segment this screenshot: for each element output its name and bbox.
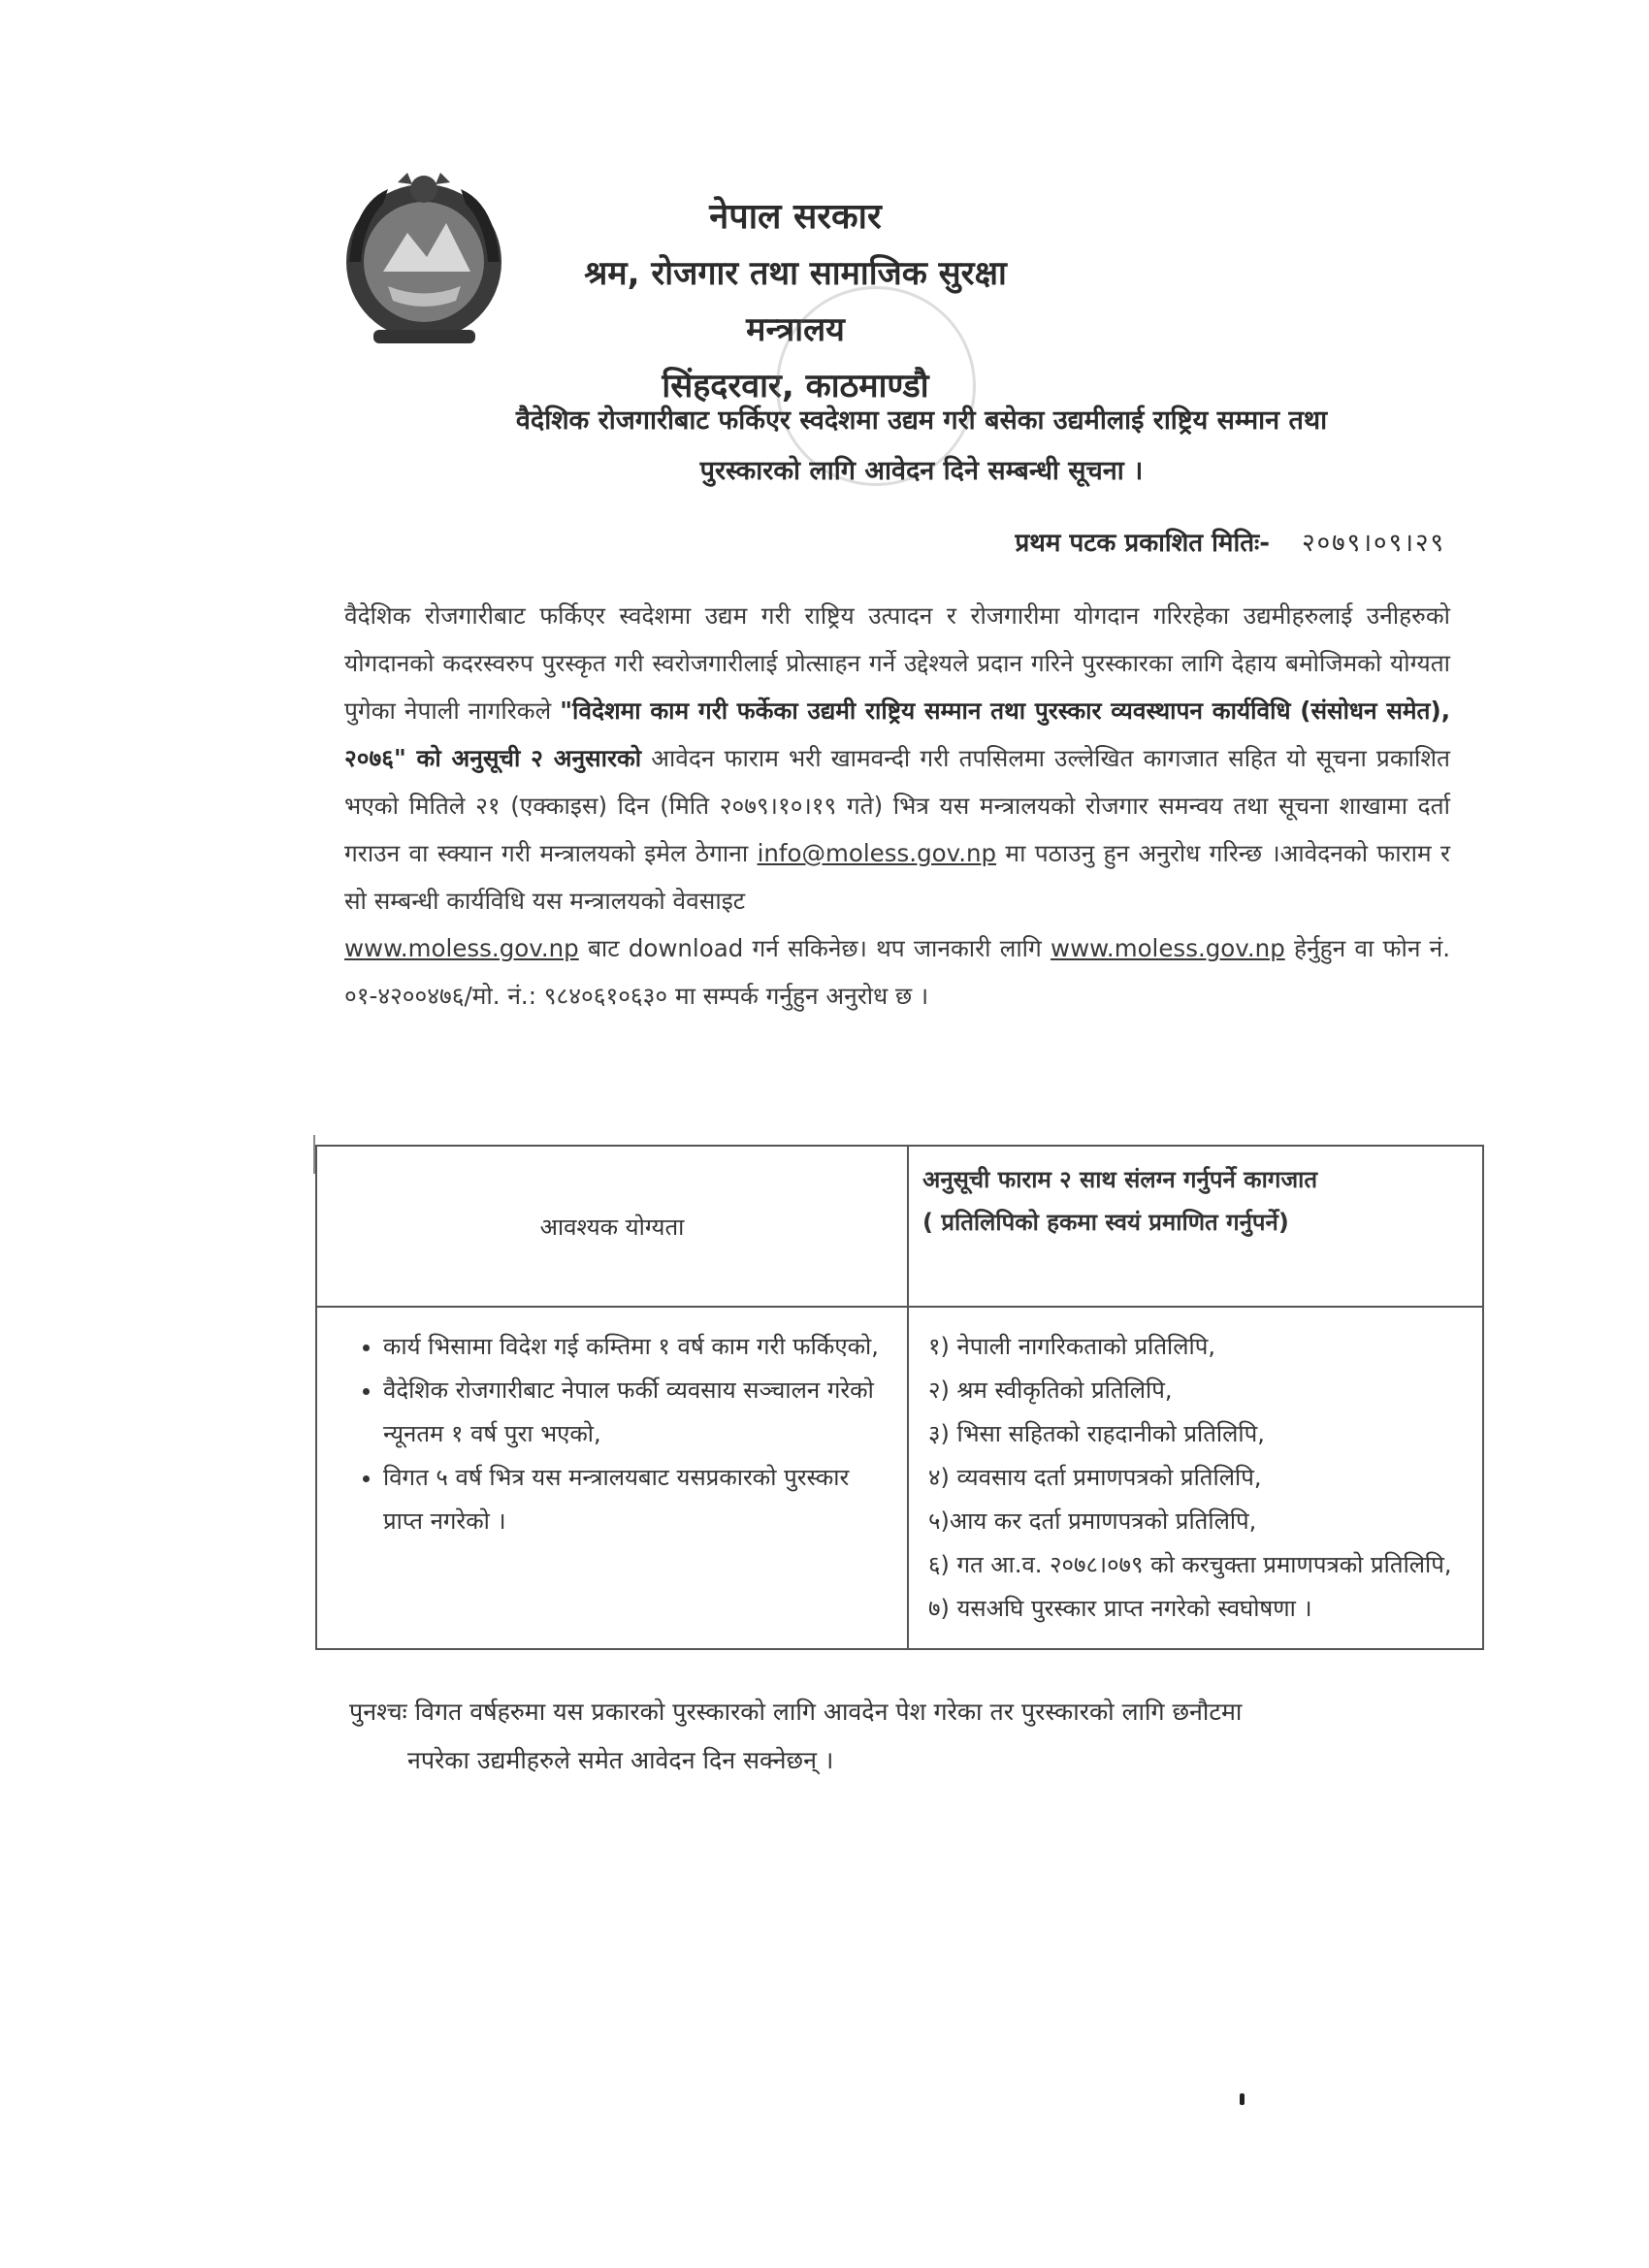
subject-line-1: वैदेशिक रोजगारीबाट फर्किएर स्वदेशमा उद्यम गरी बसेका उद्यमीलाई राष्ट्रिय सम्मान तथा <box>515 405 1328 436</box>
publication-date <box>902 524 1445 559</box>
document-item: ३) भिसा सहितको राहदानीको प्रतिलिपि, <box>928 1420 1265 1447</box>
body-part-2: आवेदन फाराम भरी खामवन्दी गरी तपसिलमा उल्लेखित कागजात सहित यो सूचना प्रकाशित भएको मितिले २१ (एक्काइस) दिन (मिति २०७९।१०।१९ गते) भित्र यस मन्त्रालयको रोजगार समन्वय तथा सूचना शाखामा दर्ता गराउन वा स्क्यान गरी मन्त्रालयको इमेल ठेगाना <box>344 744 1450 867</box>
documents-header <box>908 1146 1483 1307</box>
website-link-1[interactable]: www.moless.gov.np <box>344 934 579 962</box>
document-item: ५)आय कर दर्ता प्रमाणपत्रको प्रतिलिपि, <box>928 1507 1257 1535</box>
publication-date-label: प्रथम पटक प्रकाशित मितिः- <box>1015 529 1271 558</box>
document-item: २) श्रम स्वीकृतिको प्रतिलिपि, <box>928 1377 1173 1404</box>
note-line-2: नपरेका उद्यमीहरुले समेत आवेदन दिन सक्नेछन् । <box>407 1746 834 1774</box>
publication-date-value: २०७९।०९।२९ <box>1302 529 1445 558</box>
body-part-3: मा पठाउनु हुन अनुरोध गरिन्छ ।आवेदनको फाराम र सो सम्बन्धी कार्यविधि यस मन्त्रालयको वेवसाइट <box>344 839 1450 915</box>
documents-cell <box>908 1307 1483 1649</box>
table-header-row <box>316 1146 1483 1307</box>
eligibility-cell <box>316 1307 908 1649</box>
requirements-table <box>315 1145 1484 1650</box>
scan-speck <box>1240 2093 1245 2105</box>
eligibility-item: • वैदेशिक रोजगारीबाट नेपाल फर्की व्यवसाय सञ्चालन गरेको न्यूनतम १ वर्ष पुरा भएको, <box>383 1369 891 1456</box>
document-item: ७) यसअघि पुरस्कार प्राप्त नगरेको स्वघोषणा । <box>928 1595 1312 1622</box>
eligibility-list <box>333 1325 891 1543</box>
website-link-2[interactable]: www.moless.gov.np <box>1051 934 1285 962</box>
nepal-emblem-icon <box>330 165 519 349</box>
procedure-title: "विदेशमा काम गरी फर्केका उद्यमी राष्ट्रिय सम्मान तथा पुरस्कार व्यवस्थापन कार्यविधि (संसोधन समेत), २०७६" को अनुसूची २ अनुसारको <box>344 697 1450 772</box>
body-part-5: हेर्नुहुन वा फोन नं. ०१-४२००४७६/मो. नं.: ९८४०६१०६३० मा सम्पर्क गर्नुहुन अनुरोध छ । <box>344 934 1451 1010</box>
subject-line-2: पुरस्कारको लागि आवेदन दिने सम्बन्धी सूचना । <box>699 456 1144 486</box>
eligibility-header: आवश्यक योग्यता <box>316 1146 908 1307</box>
ministry-name: श्रम, रोजगार तथा सामाजिक सुरक्षा मन्त्रालय <box>584 254 1007 349</box>
table-body-row <box>316 1307 1483 1649</box>
body-part-4: बाट download गर्न सकिनेछ। थप जानकारी लागि <box>587 934 1042 962</box>
email-link[interactable]: info@moless.gov.np <box>757 839 997 867</box>
body-part-1: वैदेशिक रोजगारीबाट फर्किएर स्वदेशमा उद्यम गरी राष्ट्रिय उत्पादन र रोजगारीमा योगदान गरिरहेका उद्यमीहरुलाई उनीहरुको योगदानको कदरस्वरुप पुरस्कृत गरी स्वरोजगारीलाई प्रोत्साहन गर्ने उद्देश्यले प्रदान गरिने पुरस्कारका लागि देहाय बमोजिमको योग्यता पुगेका नेपाली नागरिकले <box>344 601 1450 725</box>
document-item: ६) गत आ.व. २०७८।०७९ को करचुक्ता प्रमाणपत्रको प्रतिलिपि, <box>928 1551 1452 1578</box>
government-name: नेपाल सरकार <box>709 197 882 237</box>
notice-body <box>344 592 1450 1020</box>
documents-header-line-1: अनुसूची फाराम २ साथ संलग्न गर्नुपर्ने कागजात <box>922 1166 1318 1193</box>
documents-list <box>924 1325 1467 1631</box>
note-line-1: पुनश्चः विगत वर्षहरुमा यस प्रकारको पुरस्कारको लागि आवदेन पेश गरेका तर पुरस्कारको लागि छनौटमा <box>349 1698 1243 1726</box>
document-item: ४) व्यवसाय दर्ता प्रमाणपत्रको प्रतिलिपि, <box>928 1464 1262 1491</box>
eligibility-item: • विगत ५ वर्ष भित्र यस मन्त्रालयबाट यसप्रकारको पुरस्कार प्राप्त नगरेको । <box>383 1456 891 1543</box>
notice-subject <box>407 396 1436 497</box>
eligibility-item: • कार्य भिसामा विदेश गई कम्तिमा १ वर्ष काम गरी फर्किएको, <box>383 1325 891 1369</box>
documents-header-line-2: ( प्रतिलिपिको हकमा स्वयं प्रमाणित गर्नुपर्ने) <box>922 1209 1289 1236</box>
office-location: सिंहदरवार, काठमाण्डौ <box>662 367 929 405</box>
document-item: १) नेपाली नागरिकताको प्रतिलिपि, <box>928 1333 1215 1360</box>
postscript-note <box>349 1688 1445 1785</box>
